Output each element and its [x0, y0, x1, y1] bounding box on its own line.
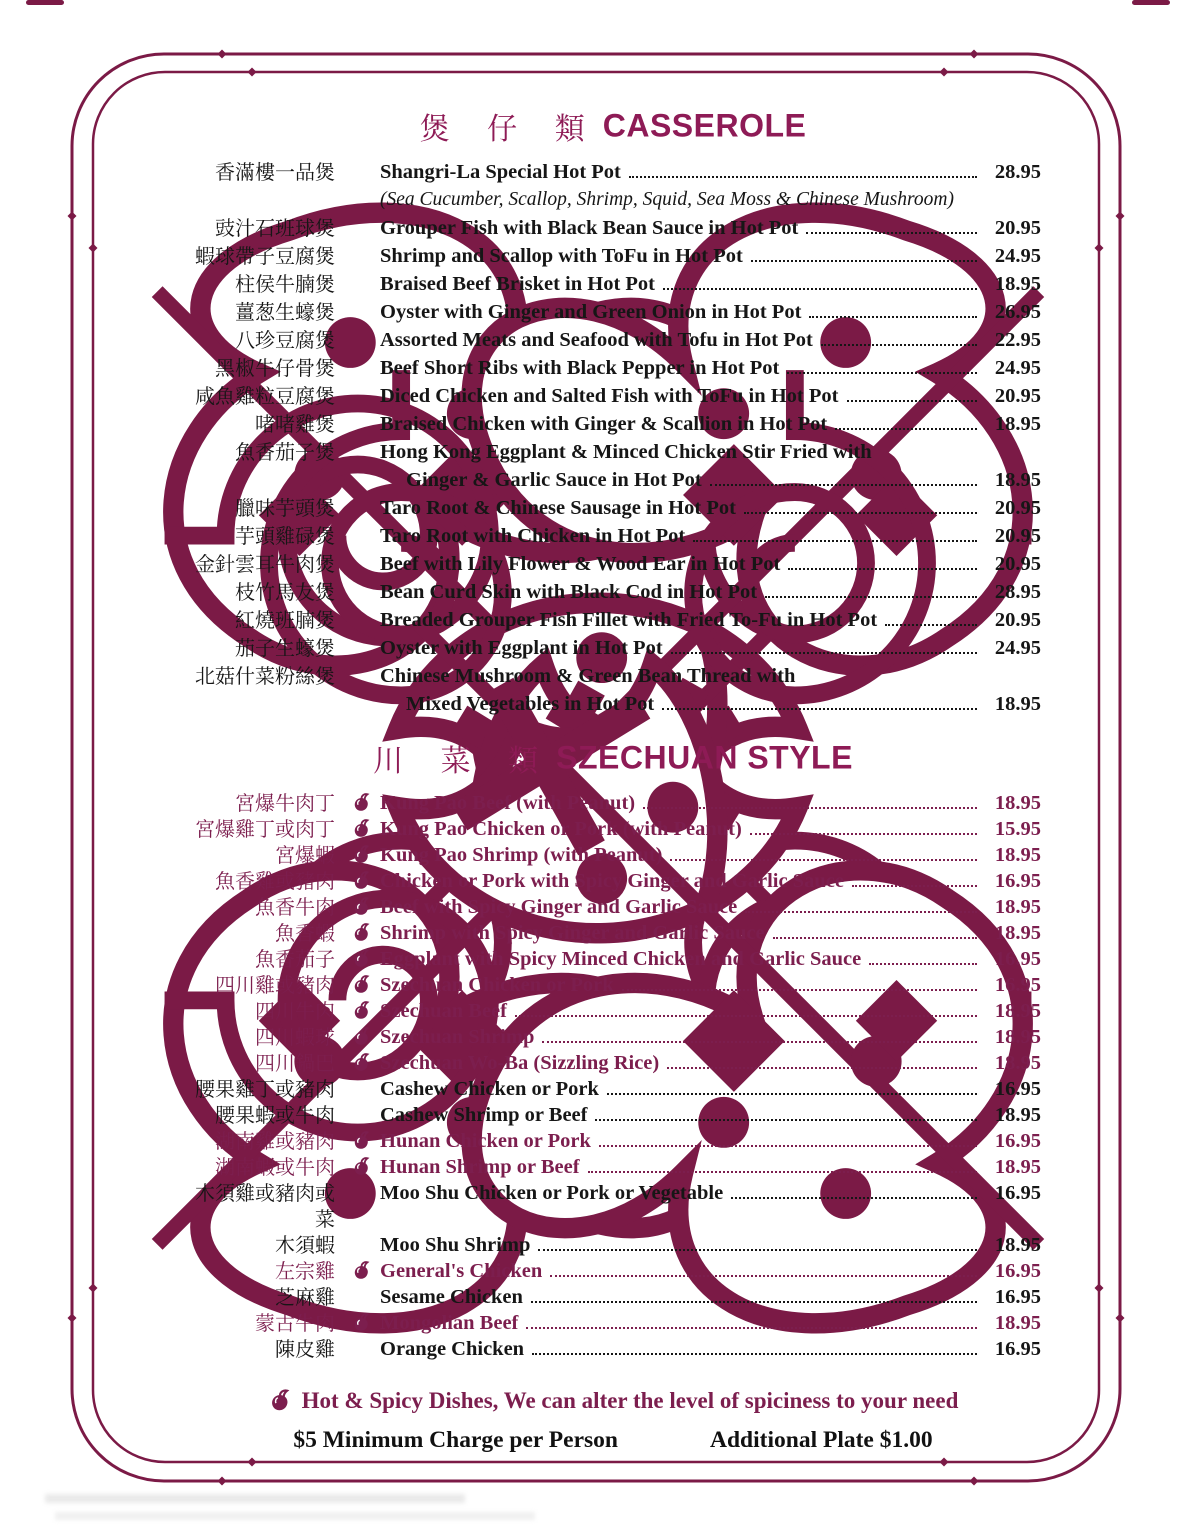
dish-name-chinese: 蒙古牛肉: [255, 1311, 335, 1335]
menu-item-row: [185, 998, 1041, 1024]
dish-price: 20.95: [994, 217, 1041, 239]
dish-subtitle: (Sea Cucumber, Scallop, Shrimp, Squid, Sea Moss & Chinese Mushroom): [380, 189, 954, 210]
dish-price: 16.95: [994, 948, 1041, 970]
dish-name-english: Braised Beef Brisket in Hot Pot: [380, 273, 656, 295]
menu-item-row: [185, 494, 1041, 522]
dish-name-chinese: 腰果雞丁或豬肉: [195, 1077, 335, 1101]
dot-leader: [751, 260, 977, 262]
dish-name-chinese: 魚香茄子: [255, 947, 335, 971]
dot-leader: [773, 937, 977, 939]
dish-entry: [335, 1102, 1041, 1128]
dish-entry: [335, 920, 1041, 946]
dish-entry: [335, 326, 1041, 354]
dish-name-chinese: 芋頭雞碌煲: [235, 524, 335, 548]
dish-price: 18.95: [994, 1234, 1041, 1256]
dish-name-chinese: 陳皮雞: [275, 1337, 335, 1361]
dot-leader: [731, 1197, 977, 1199]
dot-leader: [662, 708, 977, 710]
dish-price: 18.95: [994, 273, 1041, 295]
menu-item-row: [185, 326, 1041, 354]
dish-continuation-line: [380, 690, 1041, 718]
dish-name-english: Kung Pao Chicken or Pork (with Peanut): [380, 818, 742, 840]
dish-name-chinese: 啫啫雞煲: [255, 412, 335, 436]
menu-item-row: [185, 382, 1041, 410]
dish-price: 16.95: [994, 870, 1041, 892]
dish-name-chinese: 豉汁石班球煲: [215, 216, 335, 240]
chili-pepper-icon: [351, 1156, 372, 1178]
dish-price: 18.95: [994, 1104, 1041, 1126]
dish-name-chinese: 香滿樓一品煲: [215, 160, 335, 184]
dish-name-english: Cashew Chicken or Pork: [380, 1078, 599, 1100]
dish-name-english: Kung Pao Shrimp (with Peanut): [380, 844, 663, 866]
dish-entry: [335, 522, 1041, 550]
dot-leader: [745, 911, 977, 913]
dish-price: 16.95: [994, 974, 1041, 996]
dot-leader: [542, 1041, 977, 1043]
dish-name-chinese: 蝦球帶子豆腐煲: [195, 244, 335, 268]
dish-price: 18.95: [994, 792, 1041, 814]
dish-price: 24.95: [994, 245, 1041, 267]
menu-item-row: [185, 522, 1041, 550]
dish-entry: [335, 270, 1041, 298]
dot-leader: [750, 833, 977, 835]
dish-entry: [335, 1180, 1041, 1206]
dish-name-english: Moo Shu Chicken or Pork or Vegetable: [380, 1182, 724, 1204]
dish-entry: [335, 816, 1041, 842]
dish-name-english: Chinese Mushroom & Green Bean Thread with: [380, 665, 796, 687]
dish-entry: [335, 382, 1041, 410]
dot-leader: [550, 1275, 977, 1277]
menu-item-row: [185, 1284, 1041, 1310]
dish-name-chinese: 魚香牛肉: [255, 895, 335, 919]
dish-name-english: Shrimp and Scallop with ToFu in Hot Pot: [380, 245, 743, 267]
dish-name-chinese: 臘味芋頭煲: [235, 496, 335, 520]
dish-name-english: Szechuan Beef: [380, 1000, 507, 1022]
dish-price: 16.95: [994, 1260, 1041, 1282]
dish-price: 18.95: [994, 1026, 1041, 1048]
dish-entry: [335, 1284, 1041, 1310]
dot-leader: [809, 316, 977, 318]
section-title-chinese: 煲 仔 類: [419, 112, 599, 147]
dish-name-chinese: 八珍豆腐煲: [235, 328, 335, 352]
dot-leader: [643, 807, 977, 809]
menu-item-row: [185, 550, 1041, 578]
dish-entry: [335, 634, 1041, 662]
dish-entry: [335, 946, 1041, 972]
section-title-casserole: [185, 104, 1041, 148]
dish-price: 18.95: [994, 896, 1041, 918]
spicy-legend-text: Hot & Spicy Dishes, We can alter the level of spiciness to your need: [301, 1388, 959, 1413]
menu-item-row: [185, 242, 1041, 270]
menu-item-row: [185, 1258, 1041, 1284]
szechuan-item-list: [185, 790, 1041, 1362]
section-title-english: CASSEROLE: [602, 107, 807, 144]
dot-leader: [671, 652, 977, 654]
dish-name-english: Diced Chicken and Salted Fish with ToFu in Hot Pot: [380, 385, 839, 407]
dish-price: 16.95: [994, 1286, 1041, 1308]
dish-entry: [335, 550, 1041, 578]
dish-name-chinese: 左宗雞: [275, 1259, 335, 1283]
menu-item-row: [185, 158, 1041, 214]
menu-item-row: [185, 1336, 1041, 1362]
dish-name-english: Assorted Meats and Seafood with Tofu in Hot Pot: [380, 329, 813, 351]
menu-content: [185, 0, 1041, 1454]
menu-item-row: [185, 354, 1041, 382]
dot-leader: [885, 624, 977, 626]
dish-name-english: Cashew Shrimp or Beef: [380, 1104, 588, 1126]
casserole-item-list: [185, 158, 1041, 718]
dish-entry: [335, 1128, 1041, 1154]
dot-leader: [788, 568, 977, 570]
dish-name-chinese: 魚香雞或豬肉: [215, 869, 335, 893]
section-title-chinese: 川 菜 類: [373, 744, 553, 779]
dish-name-english-cont: Ginger & Garlic Sauce in Hot Pot: [406, 469, 702, 491]
dish-price: 16.95: [994, 1338, 1041, 1360]
dish-price: 18.95: [994, 413, 1041, 435]
dish-name-chinese: 宮爆蝦: [275, 843, 335, 867]
dish-name-english: Szechuan Chicken or Pork: [380, 974, 614, 996]
dish-name-english: Shrimp with Spicy Ginger and Garlic Sauce: [380, 922, 765, 944]
dish-price: 18.95: [994, 844, 1041, 866]
dish-name-english: Mongolian Beef: [380, 1312, 519, 1334]
dish-name-chinese: 茄子生蠔煲: [235, 636, 335, 660]
dish-name-chinese: 木須蝦: [275, 1233, 335, 1257]
chili-pepper-icon: [351, 1312, 372, 1334]
dish-entry: [335, 214, 1041, 242]
dot-leader: [852, 885, 977, 887]
dish-entry: [335, 438, 1041, 494]
dish-name-english: General's Chicken: [380, 1260, 543, 1282]
menu-item-row: [185, 410, 1041, 438]
dish-entry: [335, 242, 1041, 270]
dish-name-chinese: 金針雲耳牛肉煲: [195, 552, 335, 576]
chili-pepper-icon: [351, 870, 372, 892]
dish-entry: [335, 298, 1041, 326]
menu-item-row: [185, 662, 1041, 718]
dish-name-chinese: 腰果蝦或牛肉: [215, 1103, 335, 1127]
dot-leader: [532, 1353, 977, 1355]
dish-name-english: Taro Root & Chinese Sausage in Hot Pot: [380, 497, 736, 519]
dish-entry: [335, 868, 1041, 894]
dish-entry: [335, 1050, 1041, 1076]
dish-entry: [335, 842, 1041, 868]
dish-price: 28.95: [994, 161, 1041, 183]
chili-pepper-icon: [351, 792, 372, 814]
dish-price: 20.95: [994, 525, 1041, 547]
menu-item-row: [185, 1180, 1041, 1232]
dish-name-english: Oyster with Ginger and Green Onion in Hot Pot: [380, 301, 802, 323]
dish-name-english: Eggplant with Spicy Minced Chicken and Garlic Sauce: [380, 948, 862, 970]
dish-price: 18.95: [994, 1156, 1041, 1178]
footer-notes: [185, 1388, 1041, 1454]
dish-entry: [335, 158, 1041, 214]
dish-entry: [335, 354, 1041, 382]
dish-name-english: Bean Curd Skin with Black Cod in Hot Pot: [380, 581, 758, 603]
dot-leader: [787, 372, 977, 374]
chili-pepper-icon: [351, 818, 372, 840]
dot-leader: [667, 1067, 977, 1069]
dot-leader: [629, 176, 977, 178]
dish-entry: [335, 494, 1041, 522]
dot-leader: [670, 859, 977, 861]
menu-item-row: [185, 578, 1041, 606]
chili-pepper-icon: [351, 974, 372, 996]
dish-entry: [335, 1310, 1041, 1336]
dish-name-english: Sesame Chicken: [380, 1286, 523, 1308]
dish-price: 24.95: [994, 637, 1041, 659]
dish-name-chinese: 四川牛肉: [255, 999, 335, 1023]
dish-entry: [335, 972, 1041, 998]
dish-price: 20.95: [994, 609, 1041, 631]
dish-name-chinese: 咸魚雞粒豆腐煲: [195, 384, 335, 408]
dot-leader: [693, 540, 977, 542]
dot-leader: [588, 1171, 977, 1173]
dish-name-chinese: 湖南雞或豬肉: [215, 1129, 335, 1153]
dish-name-english: Braised Chicken with Ginger & Scallion in Hot Pot: [380, 413, 828, 435]
menu-item-row: [185, 1154, 1041, 1180]
dish-price: 28.95: [994, 581, 1041, 603]
dish-entry: [335, 790, 1041, 816]
dish-name-english: Szechuan Shrimp: [380, 1026, 535, 1048]
dot-leader: [663, 288, 977, 290]
dot-leader: [607, 1093, 977, 1095]
dish-price: 22.95: [994, 329, 1041, 351]
dish-name-chinese: 木須雞或豬肉或菜: [195, 1181, 335, 1231]
dish-name-english: Hong Kong Eggplant & Minced Chicken Stir Fried with: [380, 441, 872, 463]
dish-entry: [335, 1258, 1041, 1284]
dot-leader: [821, 344, 977, 346]
menu-item-row: [185, 894, 1041, 920]
dot-leader: [765, 596, 977, 598]
dish-name-english: Breaded Grouper Fish Fillet with Fried To-Fu in Hot Pot: [380, 609, 878, 631]
spicy-legend: [268, 1388, 959, 1414]
dish-name-chinese: 枝竹馬友煲: [235, 580, 335, 604]
menu-item-row: [185, 438, 1041, 494]
menu-item-row: [185, 634, 1041, 662]
menu-item-row: [185, 972, 1041, 998]
dish-name-english: Shangri-La Special Hot Pot: [380, 161, 621, 183]
dish-name-chinese: 魚香蝦: [275, 921, 335, 945]
chili-pepper-icon: [351, 844, 372, 866]
chili-pepper-icon: [351, 896, 372, 918]
menu-item-row: [185, 214, 1041, 242]
dish-name-chinese: 黑椒牛仔骨煲: [215, 356, 335, 380]
chili-pepper-icon: [351, 1130, 372, 1152]
dish-price: 16.95: [994, 1182, 1041, 1204]
dish-name-chinese: 魚香茄子煲: [235, 440, 335, 464]
dish-price: 18.95: [994, 1000, 1041, 1022]
minimum-charge-text: $5 Minimum Charge per Person: [293, 1427, 618, 1453]
dish-price: 20.95: [994, 553, 1041, 575]
dish-price: 18.95: [994, 1312, 1041, 1334]
dish-name-english: Beef with Lily Flower & Wood Ear in Hot Pot: [380, 553, 781, 575]
dot-leader: [531, 1301, 977, 1303]
dish-price: 16.95: [994, 1130, 1041, 1152]
menu-item-row: [185, 270, 1041, 298]
dish-name-chinese: 宮爆牛肉丁: [235, 791, 335, 815]
dot-leader: [806, 232, 977, 234]
dot-leader: [538, 1249, 977, 1251]
dot-leader: [599, 1145, 977, 1147]
menu-item-row: [185, 1102, 1041, 1128]
menu-item-row: [185, 1076, 1041, 1102]
dish-name-english: Szechuan Wo-Ba (Sizzling Rice): [380, 1052, 660, 1074]
dish-name-english-cont: Mixed Vegetables in Hot Pot: [406, 693, 655, 715]
dish-name-english: Beef with Spicy Ginger and Garlic Sauce: [380, 896, 738, 918]
dot-leader: [869, 963, 977, 965]
dish-name-english: Moo Shu Shrimp: [380, 1234, 531, 1256]
menu-item-row: [185, 1232, 1041, 1258]
dish-entry: [335, 1076, 1041, 1102]
chili-pepper-icon: [351, 948, 372, 970]
menu-item-row: [185, 298, 1041, 326]
dish-name-english: Orange Chicken: [380, 1338, 525, 1360]
dish-price: 20.95: [994, 497, 1041, 519]
dish-continuation-line: [380, 466, 1041, 494]
dot-leader: [744, 512, 977, 514]
chili-pepper-icon: [268, 1388, 292, 1414]
menu-item-row: [185, 946, 1041, 972]
dot-leader: [835, 428, 977, 430]
menu-item-row: [185, 606, 1041, 634]
dish-name-chinese: 柱侯牛腩煲: [235, 272, 335, 296]
dish-name-chinese: 紅燒班腩煲: [235, 608, 335, 632]
dish-name-chinese: 四川蝦球: [255, 1025, 335, 1049]
dish-entry: [335, 1232, 1041, 1258]
dish-price: 18.95: [994, 1052, 1041, 1074]
dish-price: 15.95: [994, 818, 1041, 840]
dish-entry: [335, 1336, 1041, 1362]
dish-name-english: Chicken or Pork with Spicy Ginger and Garlic Sauce: [380, 870, 844, 892]
dish-price: 18.95: [994, 922, 1041, 944]
chili-pepper-icon: [351, 1026, 372, 1048]
dot-leader: [526, 1327, 977, 1329]
dish-price: 26.95: [994, 301, 1041, 323]
menu-item-row: [185, 1310, 1041, 1336]
dot-leader: [515, 1015, 977, 1017]
menu-item-row: [185, 842, 1041, 868]
dish-price: 16.95: [994, 1078, 1041, 1100]
dish-entry: [335, 662, 1041, 718]
chili-pepper-icon: [351, 1000, 372, 1022]
dish-name-chinese: 薑葱生蠔煲: [235, 300, 335, 324]
dish-name-chinese: 四川鍋巴: [255, 1051, 335, 1075]
dish-price: 20.95: [994, 385, 1041, 407]
dish-name-chinese: 芝麻雞: [275, 1285, 335, 1309]
dot-leader: [595, 1119, 977, 1121]
dish-entry: [335, 1024, 1041, 1050]
chili-pepper-icon: [351, 1052, 372, 1074]
dish-name-english: Beef Short Ribs with Black Pepper in Hot Pot: [380, 357, 780, 379]
additional-plate-text: Additional Plate $1.00: [710, 1427, 933, 1453]
dish-name-chinese: 湖南蝦或牛肉: [215, 1155, 335, 1179]
dot-leader: [622, 989, 977, 991]
dish-name-english: Hunan Chicken or Pork: [380, 1130, 591, 1152]
section-title-english: SZECHUAN STYLE: [556, 739, 853, 776]
menu-item-row: [185, 1128, 1041, 1154]
menu-item-row: [185, 868, 1041, 894]
dish-name-chinese: 四川雞或豬肉: [215, 973, 335, 997]
chili-pepper-icon: [351, 1260, 372, 1282]
dish-price: 18.95: [994, 693, 1041, 715]
menu-item-row: [185, 920, 1041, 946]
dish-name-english: Kung Pao Beef (with Peanut): [380, 792, 636, 814]
menu-item-row: [185, 1050, 1041, 1076]
dish-entry: [335, 606, 1041, 634]
chili-pepper-icon: [351, 922, 372, 944]
dish-name-english: Oyster with Eggplant in Hot Pot: [380, 637, 663, 659]
dish-entry: [335, 998, 1041, 1024]
dish-name-chinese: 北菇什菜粉絲煲: [195, 664, 335, 688]
dish-price: 24.95: [994, 357, 1041, 379]
dot-leader: [710, 484, 977, 486]
dish-name-english: Grouper Fish with Black Bean Sauce in Hot Pot: [380, 217, 799, 239]
dot-leader: [847, 400, 978, 402]
dish-entry: [335, 894, 1041, 920]
menu-item-row: [185, 816, 1041, 842]
dish-entry: [335, 410, 1041, 438]
section-title-szechuan: [185, 736, 1041, 780]
dish-price: 18.95: [994, 469, 1041, 491]
charges-line: [185, 1427, 1041, 1454]
dish-name-english: Taro Root with Chicken in Hot Pot: [380, 525, 686, 547]
menu-item-row: [185, 1024, 1041, 1050]
dish-name-chinese: 宮爆雞丁或肉丁: [195, 817, 335, 841]
menu-item-row: [185, 790, 1041, 816]
dish-name-english: Hunan Shrimp or Beef: [380, 1156, 580, 1178]
dish-entry: [335, 578, 1041, 606]
dish-entry: [335, 1154, 1041, 1180]
